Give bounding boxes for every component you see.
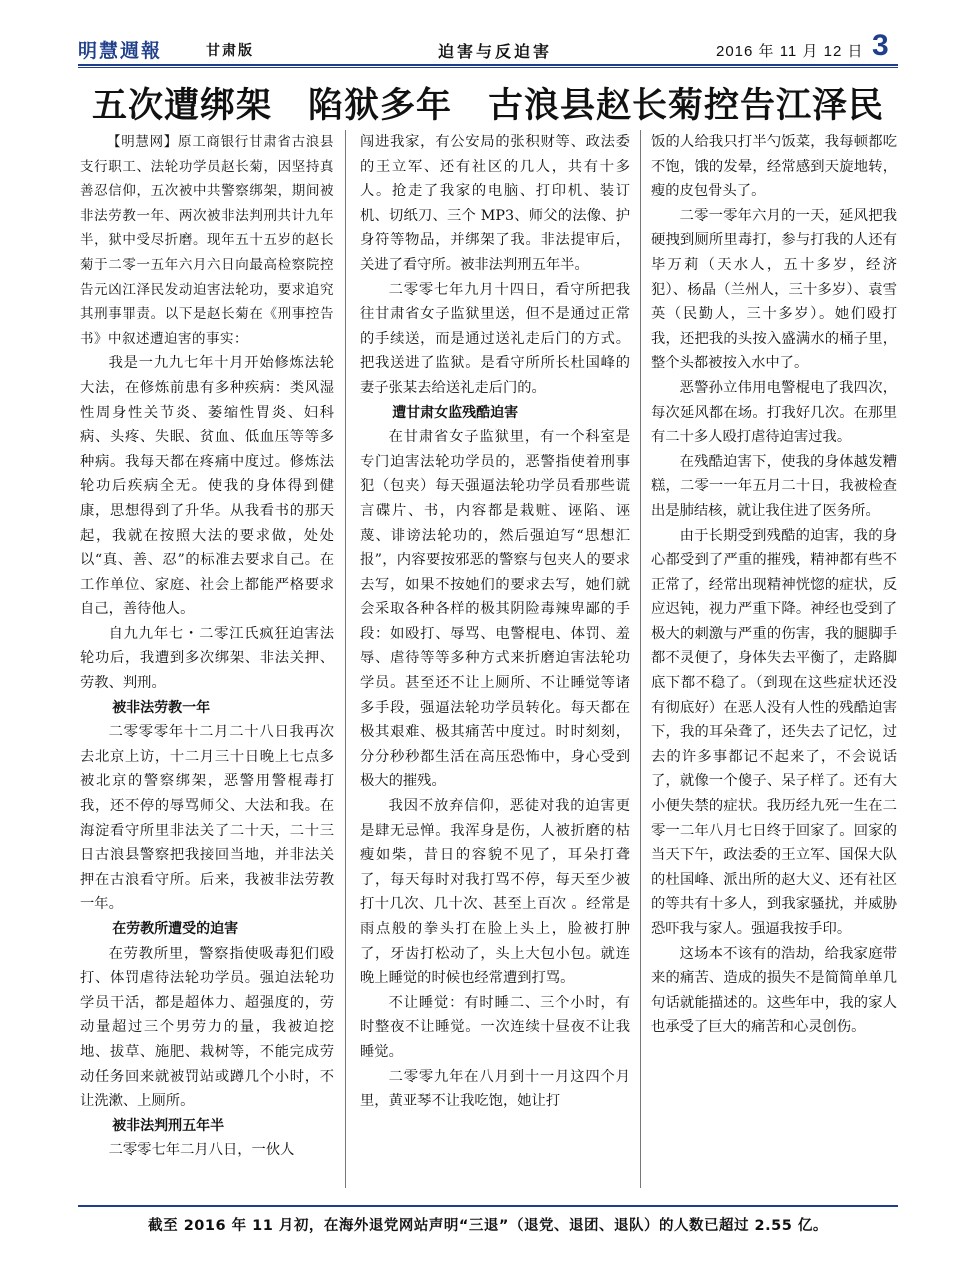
article-paragraph: 不让睡觉：有时睡二、三个小时，有时整夜不让睡觉。一次连续十昼夜不让我睡觉。	[360, 994, 630, 1060]
article-headline: 五次遭绑架 陷狱多年 古浪县赵长菊控告江泽民	[91, 85, 884, 126]
article-paragraph: 二零零九年在八月到十一月这四个月里，黄亚琴不让我吃饱，她让打	[360, 1068, 630, 1110]
article-column-1	[80, 130, 334, 1163]
article-paragraph: 饭的人给我只打半勺饭菜，我每顿都吃不饱，饿的发晕，经常感到天旋地转，瘦的皮包骨头了。	[651, 134, 897, 200]
article-paragraph: 在甘肃省女子监狱里，有一个科室是专门迫害法轮功学员的，恶警指使着刑事犯（包夹）每天强逼法轮功学员看那些谎言碟片、书，内容都是栽赃、诬陷、诬蔑、诽谤法轮功的，然后强迫写“思想汇报”，内容要按邪恶的警察与包夹人的要求去写，如果不按她们的要求去写，她们就会采取各种各样的极其阴险毒辣卑鄙的手段：如殴打、辱骂、电警棍电、体罚、羞辱、虐待等等多种方式来折磨迫害法轮功学员。甚至还不让上厕所、不让睡觉等诸多手段，强逼法轮功学员转化。每天都在极其艰难、极其痛苦中度过。时时刻刻，分分秒秒都生活在高压恐怖中，身心受到极大的摧残。	[360, 429, 630, 790]
subheading: 在劳教所遭受的迫害	[112, 921, 239, 937]
subheading: 被非法劳教一年	[112, 699, 211, 716]
article-lead: 【明慧网】原工商银行甘肃省古浪县支行职工、法轮功学员赵长菊，因坚持真善忍信仰，五次被中共警察绑架，期间被非法劳教一年、两次被非法判刑共计九年半，狱中受尽折磨。现年五十五岁的赵长菊于二零一五年六月六日向最高检察院控告元凶江泽民发动迫害法轮功，要求追究其刑事罪责。以下是赵长菊在《刑事控告书》中叙述遭迫害的事实：	[80, 134, 334, 347]
article-paragraph: 二零零七年九月十四日，看守所把我往甘肃省女子监狱里送，但不是通过正常的手续送，而是通过送礼走后门的方式。把我送进了监狱。是看守所所长杜国峰的妻子张某去给送礼走后门的。	[360, 281, 630, 396]
article-paragraph: 这场本不该有的浩劫，给我家庭带来的痛苦、造成的损失不是简简单单几句话就能描述的。这些年中，我的家人也承受了巨大的痛苦和心灵创伤。	[651, 945, 897, 1036]
page-number: 3	[872, 29, 889, 62]
subheading: 被非法判刑五年半	[112, 1117, 225, 1134]
masthead: 明慧週報	[78, 40, 163, 62]
article-paragraph: 在残酷迫害下，使我的身体越发糟糕，二零一一年五月二十日，我被检查出是肺结核，就让我住进了医务所。	[651, 453, 897, 519]
article-paragraph: 我因不放弃信仰，恶徒对我的迫害更是肆无忌惮。我浑身是伤，人被折磨的枯瘦如柴，昔日的容貌不见了，耳朵打聋了，每天每时对我打骂不停，每天至少被打十几次、几十次、甚至上百次 。经常是雨点般的拳头打在脸上头上，脸被打肿了，牙齿打松动了，头上大包小包。就连晚上睡觉的时候也经常遭到打骂。	[360, 798, 630, 987]
article-column-3	[651, 130, 897, 1040]
article-paragraph: 由于长期受到残酷的迫害，我的身心都受到了严重的摧残，精神都有些不正常了，经常出现精神恍惚的症状，反应迟钝，视力严重下降。神经也受到了极大的刺激与严重的伤害，我的腿脚手都不灵便了，身体失去平衡了，走路脚底下都不稳了。（到现在这些症状还没有彻底好）在恶人没有人性的残酷迫害下，我的耳朵聋了，还失去了记忆，过去的许多事都记不起来了，不会说话了，就像一个傻子、呆子样了。还有大小便失禁的症状。我历经九死一生在二零一二年八月七日终于回家了。回家的当天下午，政法委的王立军、国保大队的杜国峰、派出所的赵大义、还有社区的等共有十多人，到我家骚扰，并威胁恐吓我与家人。强逼我按手印。	[651, 527, 897, 937]
header-rule-thin	[78, 67, 898, 68]
issue-date: 2016 年 11 月 12 日	[716, 43, 864, 60]
subheading: 遭甘肃女监残酷迫害	[392, 404, 519, 421]
footer-rule	[78, 1205, 898, 1207]
footer-notice: 截至 2016 年 11 月初，在海外退党网站声明“三退”（退党、退团、退队）的人数已超过 2.55 亿。	[148, 1218, 828, 1234]
section-title: 迫害与反迫害	[438, 42, 553, 61]
header-rule	[78, 64, 898, 66]
article-paragraph: 二零零零年十二月二十八日我再次去北京上访，十二月三十日晚上七点多被北京的警察绑架，恶警用警棍毒打我，还不停的辱骂师父、大法和我。在海淀看守所里非法关了二十天，二十三日古浪县警察把我接回当地，并非法关押在古浪看守所。后来，我被非法劳教一年。	[80, 724, 334, 913]
page-header	[78, 29, 898, 62]
article-paragraph: 在劳教所里，警察指使吸毒犯们殴打、体罚虐待法轮功学员。强迫法轮功学员干活，都是超体力、超强度的，劳动量超过三个男劳力的量，我被迫挖地、拔草、施肥、栽树等，不能完成劳动任务回来就被罚站或蹲几个小时，不让洗漱、上厕所。	[80, 945, 334, 1110]
article-paragraph: 二零一零年六月的一天，延风把我硬拽到厕所里毒打，参与打我的人还有毕万莉（天水人，五十多岁，经济犯）、杨晶（兰州人，三十多岁）、袁雪英（民勤人，三十多岁）。她们殴打我，还把我的头按入盛满水的桶子里，整个头都被按入水中了。	[651, 207, 897, 372]
article-paragraph: 恶警孙立伟用电警棍电了我四次，每次延风都在场。打我好几次。在那里有二十多人殴打虐待迫害过我。	[651, 379, 897, 446]
column-divider	[345, 130, 346, 1188]
edition-label: 甘肃版	[206, 43, 254, 59]
article-paragraph: 自九九年七・二零江氏疯狂迫害法轮功后，我遭到多次绑架、非法关押、劳教、判刑。	[80, 625, 334, 692]
article-column-2	[360, 130, 630, 1114]
article-paragraph: 闯进我家，有公安局的张积财等、政法委的王立军、还有社区的几人，共有十多人。抢走了我家的电脑、打印机、装订机、切纸刀、三个 MP3、师父的法像、护身符等物品，并绑架了我。非法提审后，关进了看守所。被非法判刑五年半。	[360, 134, 630, 273]
article-paragraph: 二零零七年二月八日，一伙人	[108, 1142, 295, 1159]
column-divider	[640, 130, 641, 1188]
article-paragraph: 我是一九九七年十月开始修炼法轮大法，在修炼前患有多种疾病：类风湿性周身性关节炎、萎缩性胃炎、妇科病、头疼、失眠、贫血、低血压等等多种病。我每天都在疼痛中度过。修炼法轮功后疾病全无。使我的身体得到健康，思想得到了升华。从我看书的那天起，我就在按照大法的要求做，处处以“真、善、忍”的标准去要求自己。在工作单位、家庭、社会上都能严格要求自己，善待他人。	[80, 355, 334, 618]
